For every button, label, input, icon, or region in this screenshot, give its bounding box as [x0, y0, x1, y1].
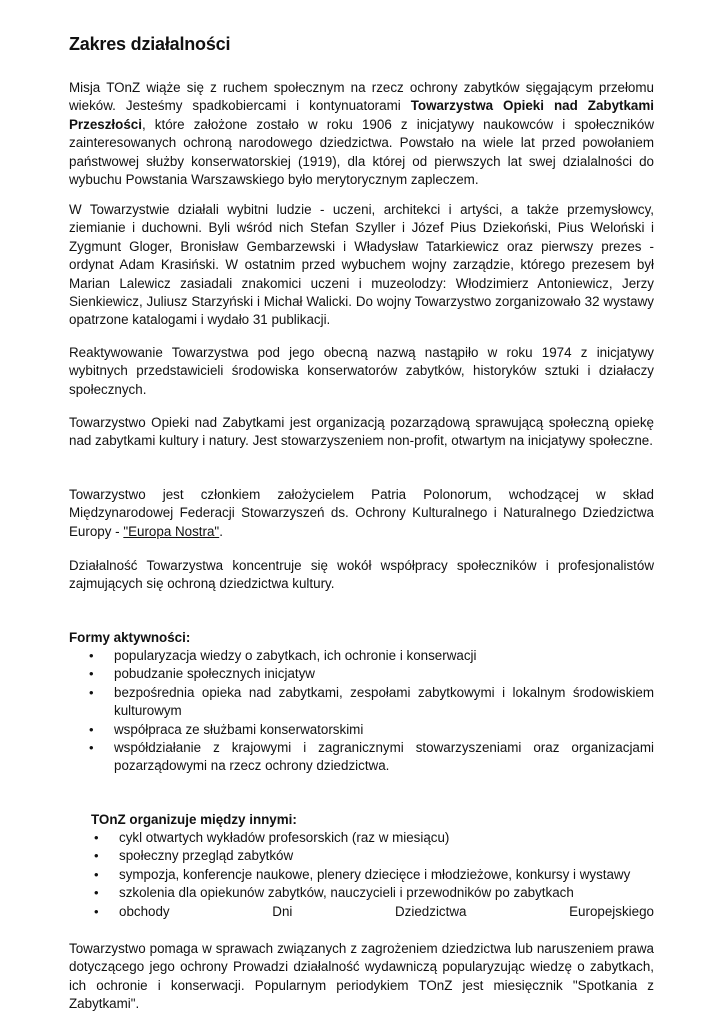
- list-item: [69, 647, 654, 665]
- list-item: [69, 847, 654, 865]
- list-item: [69, 684, 654, 721]
- bullet-icon: •: [89, 721, 94, 737]
- list-item-text: współpraca ze służbami konserwatorskimi: [114, 721, 364, 737]
- forms-list: [69, 647, 654, 776]
- paragraph-reactivation: [69, 344, 654, 399]
- bullet-icon: •: [94, 866, 99, 882]
- help-text: Towarzystwo pomaga w sprawach związanych z zagrożeniem dziedzictwa lub naruszeniem prawa dotyczącego jego ochrony Prowadzi działalność wydawniczą popularyzując wiedzę o zabytkach, ich ochronie i konserwacji. Popularnym periodykiem TOnZ jest miesięcznik "Spotkania z Zabytkami".: [69, 941, 654, 1012]
- organization-text: Towarzystwo Opieki nad Zabytkami jest organizacją pozarządową sprawującą społeczną opiekę nad zabytkami kultury i natury. Jest stowarzyszeniem non-profit, otwartym na inicjatywy społeczne.: [69, 415, 654, 449]
- paragraph-membership: [69, 486, 654, 541]
- europa-nostra-link[interactable]: "Europa Nostra": [123, 523, 220, 539]
- page-title: Zakres działalności: [69, 34, 231, 54]
- bullet-icon: •: [89, 684, 94, 700]
- list-item-text: sympozja, konferencje naukowe, plenery dziecięce i młodzieżowe, konkursy i wystawy: [119, 866, 631, 882]
- bullet-icon: •: [94, 903, 99, 919]
- paragraph-help: [69, 940, 654, 1014]
- list-item: [69, 739, 654, 776]
- list-item-text: popularyzacja wiedzy o zabytkach, ich ochronie i konserwacji: [114, 648, 477, 663]
- bullet-icon: •: [94, 830, 99, 845]
- paragraph-activity: [69, 557, 654, 594]
- list-item-text: pobudzanie społecznych inicjatyw: [114, 666, 315, 682]
- list-item: [69, 866, 654, 884]
- bullet-icon: •: [94, 848, 99, 864]
- forms-heading: Formy aktywności:: [69, 630, 191, 645]
- list-item-text: szkolenia dla opiekunów zabytków, nauczycieli i przewodników po zabytkach: [119, 885, 574, 901]
- list-item: [69, 721, 654, 739]
- paragraph-members: [69, 201, 654, 330]
- organizes-list: [69, 829, 654, 921]
- list-item-text: bezpośrednia opieka nad zabytkami, zespołami zabytkowymi i lokalnym środowiskiem kulturowym: [114, 684, 654, 719]
- list-item: [69, 903, 654, 921]
- list-item: [69, 829, 654, 847]
- activity-text: Działalność Towarzystwa koncentruje się wokół współpracy społeczników i profesjonalistów zajmujących się ochroną dziedzictwa kultury.: [69, 558, 654, 592]
- membership-text: Towarzystwo jest członkiem założycielem Patria Polonorum, wchodzącej w skład Międzynarodowej Federacji Stowarzyszeń ds. Ochrony Kulturalnego i Naturalnego Dziedzictwa Europy -: [69, 487, 654, 539]
- forms-section: [69, 629, 654, 776]
- organizes-heading: TOnZ organizuje między innymi:: [91, 812, 297, 827]
- mission-text-end: , które założone zostało w roku 1906 z inicjatywy naukowców i społeczników zainteresowanych ochroną narodowego dziedzictwa. Powstało na wiele lat przed powołaniem państwowej służby konserwatorskiej (1919), dla której od pierwszych lat swej dzialalności do wybuchu Powstania Warszawskiego było merytorycznym zapleczem.: [69, 116, 654, 188]
- paragraph-organization: [69, 414, 654, 451]
- bullet-icon: •: [89, 648, 94, 663]
- membership-text-end: .: [219, 523, 223, 539]
- list-item-text: współdziałanie z krajowymi i zagranicznymi stowarzyszeniami oraz organizacjami pozarządowymi na rzecz ochrony dziedzictwa.: [114, 740, 654, 774]
- word: Dziedzictwa: [395, 903, 467, 919]
- reactivation-text: Reaktywowanie Towarzystwa pod jego obecną nazwą nastąpiło w roku 1974 z inicjatywy wybitnych przedstawicieli środowiska konserwatorów zabytków, historyków sztuki i działaczy społecznych.: [69, 345, 654, 397]
- list-item-text: [119, 903, 654, 921]
- word: Dni: [272, 903, 293, 919]
- members-text: W Towarzystwie działali wybitni ludzie - uczeni, architekci i artyści, a także przemysłowcy, ziemianie i duchowni. Byli wśród nich Stefan Szyller i Józef Pius Dziekoński, Pius Weloński i Zygmunt Gloger, Bronisław Gembarzewski i Władysław Tatarkiewicz oraz pierwszy prezes - ordynat Adam Krasiński. W ostatnim przed wybuchem wojny zarządzie, którego prezesem był Marian Lalewicz zasiadali znakomici uczeni i muzeolodzy: Włodzimierz Antoniewicz, Jerzy Sienkiewicz, Juliusz Starzyński i Michał Walicki. Do wojny Towarzystwo zorganizowało 32 wystawy opatrzone katalogami i wydało 31 publikacji.: [69, 202, 654, 328]
- society-name-bold: Towarzystwa Opieki nad Zabytkami Przeszłości: [69, 98, 654, 132]
- bullet-icon: •: [94, 885, 99, 901]
- word: Europejskiego: [569, 903, 654, 919]
- word: obchody: [119, 903, 170, 919]
- list-item: [69, 665, 654, 683]
- mission-text-start: Misja TOnZ wiąże się z ruchem społecznym na rzecz ochrony zabytków sięgającym przełomu wieków. Jesteśmy spadkobiercami i kontynuatorami: [69, 80, 654, 114]
- list-item-text: cykl otwartych wykładów profesorskich (raz w miesiącu): [119, 830, 450, 845]
- list-item-text: społeczny przegląd zabytków: [119, 848, 294, 864]
- bullet-icon: •: [89, 740, 94, 756]
- paragraph-mission: [69, 79, 654, 189]
- bullet-icon: •: [89, 666, 94, 682]
- organizes-section: [69, 811, 654, 921]
- list-item: [69, 884, 654, 902]
